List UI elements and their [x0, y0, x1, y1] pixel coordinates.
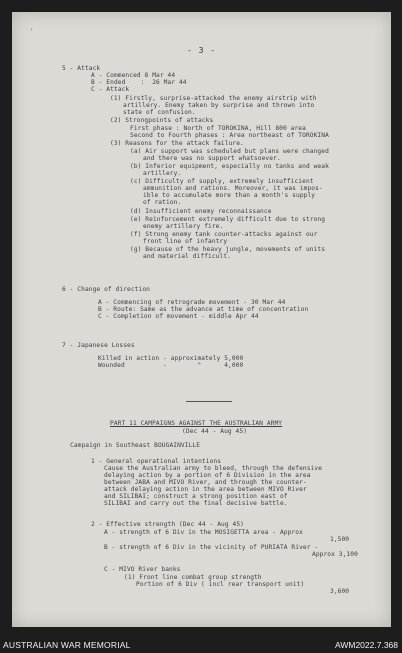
section6-line-a: A - Commencing of retrograde movement - 30 Mar 44 — [98, 299, 286, 306]
section5-c1-line3: state of confusion. — [123, 109, 196, 116]
losses-wounded: Wounded - " 4,000 — [98, 362, 244, 369]
part2-p2-line7: (1) Front line combat group strength — [124, 574, 262, 581]
page-number: - 3 - — [186, 46, 217, 55]
section5-c2: (2) Strongpoints of attacks — [110, 117, 214, 124]
part2-p2-line5: Approx 3,100 — [312, 551, 358, 558]
section5-c3c-line2: ammunition and rations. Moreover, it was impos- — [143, 185, 323, 192]
part2-p2-line3: 1,500 — [330, 536, 350, 543]
document-page — [12, 12, 391, 627]
section5-c3a-line1: (a) Air support was scheduled but plans were changed — [130, 148, 329, 155]
section-divider — [186, 401, 232, 402]
section6-line-b: B - Route: Same as the advance at time of concentration — [98, 306, 309, 313]
footer-bar — [0, 637, 402, 653]
section5-c3f-line1: (f) Strong enemy tank counter-attacks against our — [130, 231, 318, 238]
part2-p1-line6: and SILIBAI; construct a strong position east of — [104, 493, 288, 500]
section5-c1-line2: artillery. Enemy taken by surprise and thrown into — [123, 102, 315, 109]
section5-c2-line2: Second to Fourth phases : Area northeast of TOROKINA — [130, 132, 329, 139]
section5-c3b-line1: (b) Inferior equipment, especially no tanks and weak — [130, 163, 329, 170]
section5-line-a: A - Commenced 8 Mar 44 — [91, 72, 176, 79]
part2-p1-line5: attack delaying action in the area between MIVO River — [104, 486, 307, 493]
part2-p2-line2: A - strength of 6 Div in the MOSIGETTA area - Approx — [104, 529, 303, 536]
part2-p2-line8: Portion of 6 Div ( incl rear transport unit) — [136, 581, 305, 588]
part2-title: PART 11 CAMPAIGNS AGAINST THE AUSTRALIAN ARMY — [110, 420, 283, 427]
section5-heading: 5 - Attack — [62, 65, 101, 72]
footer-source: AUSTRALIAN WAR MEMORIAL — [3, 640, 131, 650]
part2-p2-line1: 2 - Effective strength (Dec 44 - Aug 45) — [91, 521, 245, 528]
part2-dates: (Dec 44 - Aug 45) — [182, 428, 248, 435]
section5-c3g-line1: (g) Because of the heavy jungle, movements of units — [130, 246, 326, 253]
losses-killed: Killed in action - approximately 5,000 — [98, 355, 244, 362]
footer-accession-number: AWM2022.7.368 — [335, 640, 398, 650]
part2-p1-line3: delaying action by a portion of 6 Division in the area — [104, 472, 311, 479]
section7-heading: 7 - Japanese Losses — [62, 342, 135, 349]
corner-mark: ' — [30, 28, 34, 35]
section5-c3f-line2: front line of infantry — [143, 238, 228, 245]
section5-c2-line1: First phase : North of TOROKINA, Hill 800 area — [130, 125, 306, 132]
section5-c3c-line4: of ration. — [143, 199, 182, 206]
section5-line-c: C - Attack — [91, 86, 130, 93]
section5-c3e-line2: enemy artillery fire. — [143, 223, 224, 230]
part2-p1-line4: between JABA and MIVO River, and through the counter- — [104, 479, 307, 486]
part2-p2-line9: 3,600 — [330, 588, 350, 595]
section5-c3d: (d) Insufficient enemy reconnaissance — [130, 208, 272, 215]
section5-c3c-line3: ible to accumulate more than a month's supply — [143, 192, 316, 199]
section6-line-c: C - Completion of movement - middle Apr 44 — [98, 313, 259, 320]
section5-c3e-line1: (e) Reinforcement extremely difficult due to strong — [130, 216, 326, 223]
section5-c3: (3) Reasons for the attack failure. — [110, 140, 244, 147]
section5-c3c-line1: (c) Difficulty of supply, extremely insufficient — [130, 178, 314, 185]
section5-c3b-line2: artillery. — [143, 170, 182, 177]
part2-p1-line7: SILIBAI and carry out the final decisive battle. — [104, 500, 288, 507]
section5-c3a-line2: and there was no support whatsoever. — [143, 155, 281, 162]
part2-p1-line1: 1 - General operational intentions — [91, 458, 222, 465]
section6-heading: 6 - Change of direction — [62, 286, 150, 293]
section5-c1-line1: (1) Firstly, surprise-attacked the enemy airstrip with — [110, 95, 317, 102]
section5-line-b: B - Ended : 26 Mar 44 — [91, 79, 187, 86]
campaign-heading: Campaign in Southeast BOUGAINVILLE — [70, 442, 201, 449]
part2-p2-line4: B - strength of 6 Div in the vicinity of PURIATA River - — [104, 544, 319, 551]
part2-p1-line2: Cause the Australian army to bleed, through the defensive — [104, 465, 323, 472]
part2-p2-line6: C - MIVO River banks — [104, 566, 181, 573]
section5-c3g-line2: and material difficult. — [143, 253, 231, 260]
